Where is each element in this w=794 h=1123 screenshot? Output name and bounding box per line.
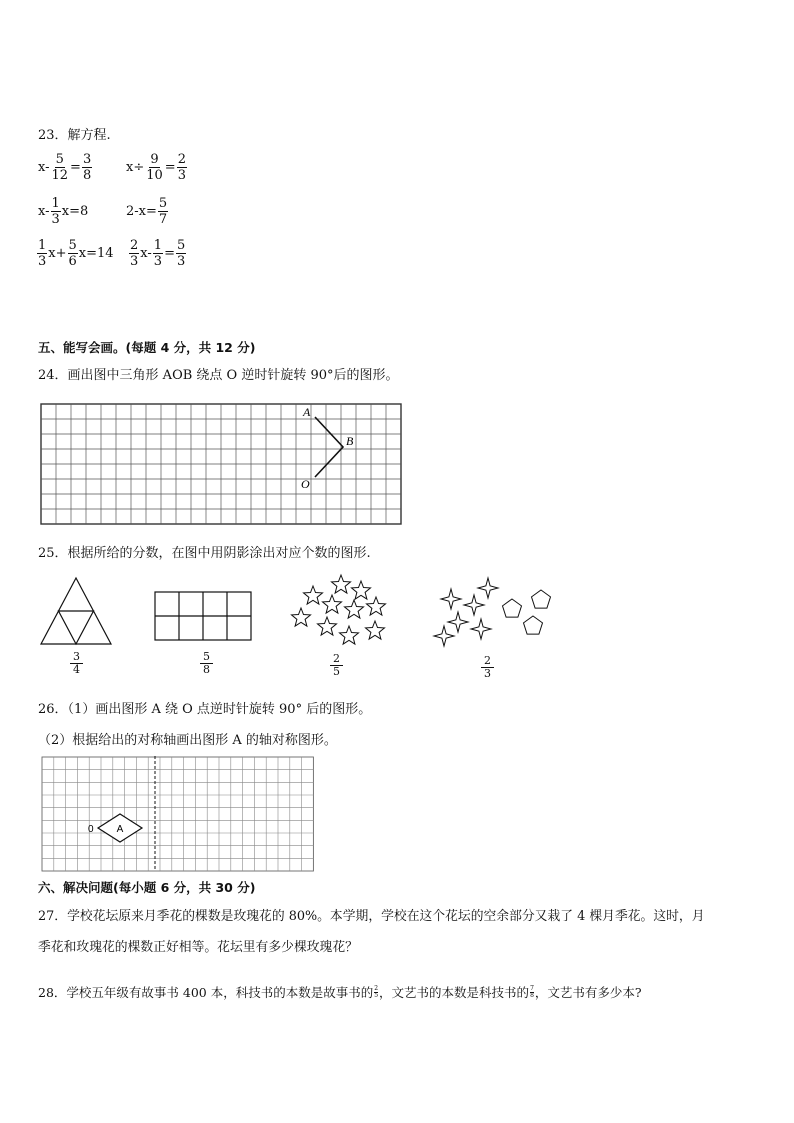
fraction-7-8-inline: $\frac{7}{8}$ [530,984,534,999]
fraction-2-3: $\frac{2}{3}$ [481,655,494,680]
q25-text: 25．根据所给的分数，在图中用阴影涂出对应个数的图形. [38,546,371,561]
fraction-2-5: $\frac{2}{5}$ [330,653,343,678]
q26-part1: 26．（1）画出图形 A 绕 O 点逆时针旋转 90° 后的图形。 [38,702,372,717]
q24-text: 24．画出图中三角形 AOB 绕点 O 逆时针旋转 90°后的图形。 [38,368,399,383]
label-a: A [303,405,311,419]
fraction-3-4: $\frac{3}{4}$ [70,651,83,676]
q27-line1: 27．学校花坛原来月季花的棵数是玫瑰花的 80%。本学期，学校在这个花坛的空余部分又栽了 4 棵月季花。这时，月 [38,909,705,924]
q28-text: 28．学校五年级有故事书 400 本，科技书的本数是故事书的 $\frac{2}{5}$ ，文艺书的本数是科技书的 $\frac{7}{8}$ ，文艺书有多少本? [38,984,642,1000]
label-b: B [346,434,354,448]
q26-part2: （2）根据给出的对称轴画出图形 A 的轴对称图形。 [38,733,337,748]
fraction-2-5-inline: $\frac{2}{5}$ [374,984,379,999]
equation-6: $\frac{2}{3}$ x- $\frac{1}{3}$ = $\frac{5}{3}$ [130,238,186,269]
equation-4: 2-x= $\frac{5}{7}$ [126,196,168,227]
section-6-heading: 六、解决问题(每小题 6 分，共 30 分) [38,880,256,895]
section-5-heading: 五、能写会画。(每题 4 分，共 12 分) [38,340,256,355]
equation-1: x- $\frac{5}{12}$ = $\frac{3}{8}$ [38,152,92,183]
label-o: O [301,477,310,491]
fraction-5-8: $\frac{5}{8}$ [200,651,213,676]
equation-2: x÷ $\frac{9}{10}$ = $\frac{2}{3}$ [126,152,186,183]
q23-title: 23．解方程. [38,128,111,143]
shape-a-label: A [116,824,124,835]
equation-3: x- $\frac{1}{3}$ x=8 [38,196,89,227]
q27-line2: 季花和玫瑰花的棵数正好相等。花坛里有多少棵玫瑰花？ [38,940,358,955]
point-o-label: 0 [88,824,94,835]
grid-lines [42,757,313,871]
equation-5: $\frac{1}{3}$ x+ $\frac{5}{6}$ x=14 [38,238,114,269]
